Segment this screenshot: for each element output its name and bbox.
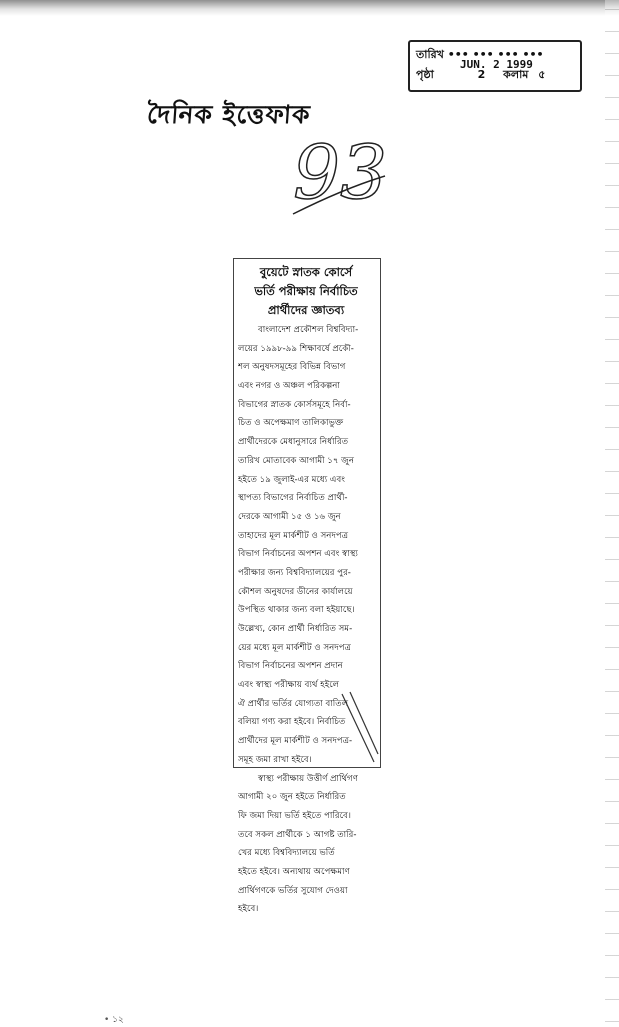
body-line: উপস্থিত থাকার জন্য বলা হইয়াছে। [238, 605, 355, 616]
body-line: পরীক্ষার জন্য বিশ্ববিদ্যালয়ের পুর- [238, 567, 351, 578]
stamp-column-label: কলাম [503, 68, 529, 81]
body-line: স্থাপত্য বিভাগের নির্বাচিত প্রার্থী- [238, 493, 348, 504]
body-line: তবে সকল প্রার্থীকে ১ আগষ্ট তারি- [238, 829, 357, 840]
body-line: বিভাগের স্নাতক কোর্সসমূহে নির্বা- [238, 399, 351, 410]
body-line: প্রার্থীদের মূল মার্কশীট ও সনদপত্র- [238, 736, 353, 747]
body-line: কৌশল অনুষদের ডীনের কার্যালয়ে [238, 586, 353, 597]
body-line: শল অনুষদসমূহের বিভিন্ন বিভাগ [238, 362, 346, 373]
body-line: ঐ প্রার্থীর ভর্তির যোগ্যতা বাতিল [238, 698, 349, 709]
stamp-page-value: 2 [477, 68, 486, 81]
stamp-date-value: JUN. 2 1999 [460, 58, 533, 71]
body-line: আগামী ২০ জুন হইতে নির্ধারিত [238, 792, 346, 803]
body-line: প্রার্থিগণকে ভর্তির সুযোগ দেওয়া [238, 885, 348, 896]
date-stamp [408, 40, 582, 92]
headline-line: প্রার্থীদের জ্ঞাতব্য [267, 303, 345, 317]
body-line: বিভাগ নির্বাচনের অপশন প্রদান [238, 661, 343, 672]
body-line: এবং স্বাস্থ্য পরীক্ষায় ব্যর্থ হইলে [238, 680, 340, 691]
stamp-column-value: ৫ [538, 68, 546, 81]
newspaper-masthead: দৈনিক ইত্তেফাক [146, 100, 312, 129]
body-line: খের মধ্যে বিশ্ববিদ্যালয়ে ভর্তি [238, 848, 335, 859]
stamp-page-label: পৃষ্ঠা [416, 68, 434, 81]
body-line: সমূহ জমা রাখা হইবে। [238, 754, 312, 765]
body-line: এবং নগর ও অঞ্চল পরিকল্পনা [238, 381, 340, 392]
body-line: চিত ও অপেক্ষমাণ তালিকাভুক্ত [238, 418, 344, 429]
article-headline [238, 263, 374, 320]
body-line: লয়ের ১৯৯৮-৯৯ শিক্ষাবর্ষে প্রকৌ- [238, 343, 354, 354]
body-line: বাংলাদেশ প্রকৌশল বিশ্ববিদ্যা- [258, 325, 359, 335]
headline-line: ভর্তি পরীক্ষায় নির্বাচিত [254, 284, 358, 298]
body-line: য়ের মধ্যে মূল মার্কশীট ও সনদপত্র [238, 642, 351, 653]
body-line: হইতে হইবে। অন্যথায় অপেক্ষমাণ [238, 866, 350, 877]
scan-right-edge [605, 0, 619, 1024]
body-line: ফি জমা দিয়া ভর্তি হইতে পারিবে। [238, 810, 351, 821]
body-line: তাহাদের মূল মার্কশীট ও সনদপত্র [238, 530, 349, 541]
body-line: প্রার্থীদেরকে মেধানুসারে নির্ধারিত [238, 437, 349, 448]
headline-line: বুয়েটে স্নাতক কোর্সে [259, 265, 353, 279]
handwritten-page-number [285, 118, 395, 218]
body-line: হইতে ১৯ জুলাই-এর মধ্যে এবং [238, 474, 345, 485]
body-line: হইবে। [238, 904, 259, 915]
stamp-date-label: তারিখ ••• ••• ••• ••• [416, 48, 544, 61]
page-number-text: 93 [293, 130, 388, 216]
body-line: বিভাগ নির্বাচনের অপশন এবং স্বাস্থ্য [238, 549, 358, 560]
body-line: বলিয়া গণ্য করা হইবে। নির্বাচিত [238, 717, 346, 728]
body-line: দেরকে আগামী ১৫ ও ১৬ জুন [238, 511, 341, 522]
scan-top-edge [0, 0, 619, 18]
body-line: উল্লেখ্য, কোন প্রার্থী নির্ধারিত সম- [238, 624, 353, 634]
body-line: তারিখ মোতাবেক আগামী ১৭ জুন [238, 455, 354, 466]
body-line: স্বাস্থ্য পরীক্ষায় উত্তীর্ণ প্রার্থিগণ [258, 773, 358, 784]
scan-footer-mark: • ১২ [104, 1015, 124, 1025]
stamp-page-row [416, 66, 545, 85]
clipping-fold-marks [340, 690, 380, 770]
article-body [238, 321, 378, 919]
